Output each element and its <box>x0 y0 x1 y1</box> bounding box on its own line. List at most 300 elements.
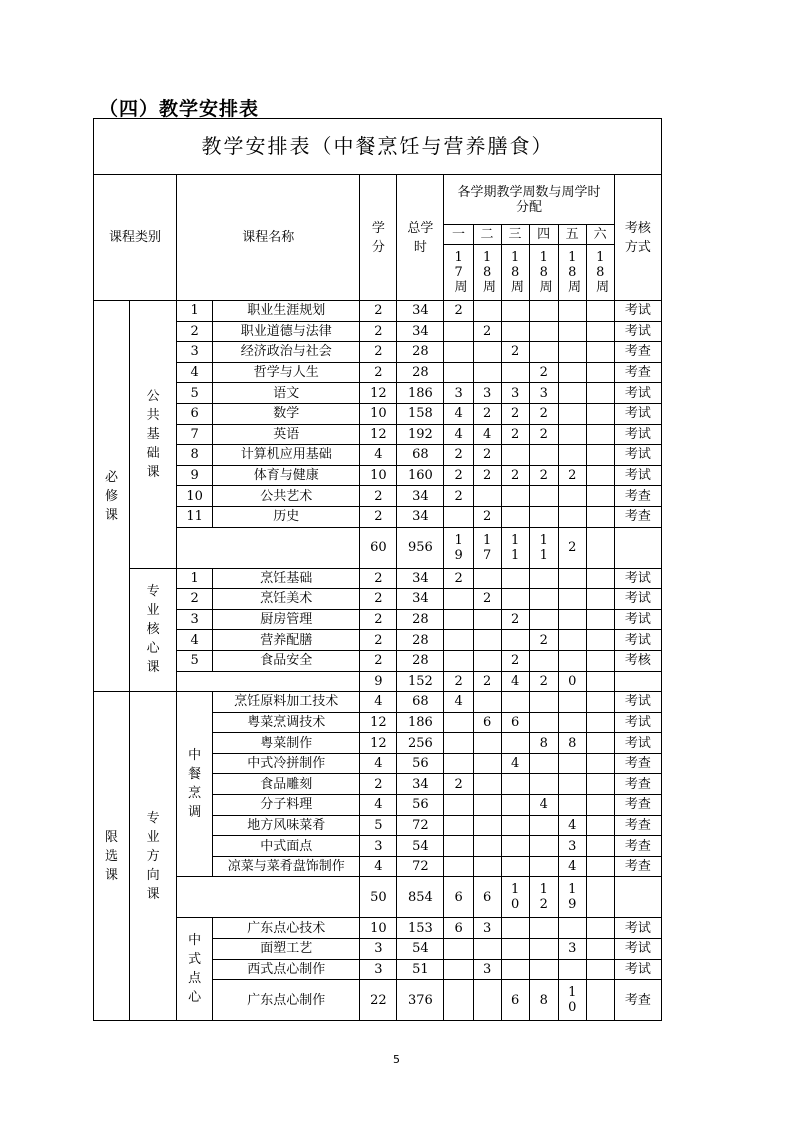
course-credits: 60 <box>360 527 397 568</box>
course-number: 7 <box>177 424 213 445</box>
course-assessment: 考查 <box>614 362 661 383</box>
course-name: 西式点心制作 <box>213 959 360 980</box>
semester-weeks: 18周 <box>529 245 558 301</box>
course-number: 4 <box>177 630 213 651</box>
weekly-hours <box>586 918 614 939</box>
group-elective: 限选课 <box>94 692 130 1021</box>
weekly-hours <box>473 342 501 363</box>
course-credits: 12 <box>360 733 397 754</box>
weekly-hours <box>529 301 558 322</box>
weekly-hours <box>529 321 558 342</box>
weekly-hours <box>473 362 501 383</box>
weekly-hours <box>558 959 586 980</box>
course-assessment: 考试 <box>614 403 661 424</box>
course-credits: 2 <box>360 321 397 342</box>
course-credits: 2 <box>360 568 397 589</box>
weekly-hours <box>586 877 614 918</box>
weekly-hours <box>473 486 501 507</box>
group-core: 专业核心课 <box>130 568 177 692</box>
weekly-hours <box>529 486 558 507</box>
weekly-hours: 2 <box>444 445 473 466</box>
weekly-hours <box>473 753 501 774</box>
weekly-hours <box>558 650 586 671</box>
weekly-hours <box>501 692 529 713</box>
course-credits: 12 <box>360 383 397 404</box>
course-credits: 4 <box>360 856 397 877</box>
weekly-hours: 2 <box>473 506 501 527</box>
weekly-hours: 2 <box>473 445 501 466</box>
course-name: 数学 <box>213 403 360 424</box>
course-number: 10 <box>177 486 213 507</box>
course-name: 地方风味菜肴 <box>213 815 360 836</box>
weekly-hours: 19 <box>558 877 586 918</box>
weekly-hours <box>558 383 586 404</box>
weekly-hours <box>501 362 529 383</box>
semester-header: 四 <box>529 225 558 245</box>
weekly-hours: 4 <box>444 403 473 424</box>
course-name: 历史 <box>213 506 360 527</box>
weekly-hours <box>586 836 614 857</box>
table-row <box>94 877 662 918</box>
course-hours: 152 <box>397 671 444 692</box>
weekly-hours: 3 <box>473 918 501 939</box>
course-credits: 2 <box>360 630 397 651</box>
course-name: 面塑工艺 <box>213 939 360 960</box>
page-number: 5 <box>393 1053 400 1066</box>
course-credits: 3 <box>360 939 397 960</box>
course-number: 1 <box>177 301 213 322</box>
course-assessment: 考查 <box>614 980 661 1021</box>
table-title: 教学安排表（中餐烹饪与营养膳食） <box>94 119 662 175</box>
weekly-hours <box>444 609 473 630</box>
weekly-hours <box>586 733 614 754</box>
weekly-hours <box>473 301 501 322</box>
table-row <box>94 486 662 507</box>
course-hours: 34 <box>397 589 444 610</box>
course-assessment: 考核 <box>614 650 661 671</box>
weekly-hours: 2 <box>501 424 529 445</box>
weekly-hours <box>444 733 473 754</box>
course-name: 经济政治与社会 <box>213 342 360 363</box>
weekly-hours: 2 <box>444 774 473 795</box>
semester-header: 五 <box>558 225 586 245</box>
weekly-hours <box>473 815 501 836</box>
course-hours: 28 <box>397 650 444 671</box>
weekly-hours <box>586 650 614 671</box>
weekly-hours: 6 <box>473 877 501 918</box>
table-row <box>94 424 662 445</box>
course-name: 烹饪美术 <box>213 589 360 610</box>
course-credits: 3 <box>360 959 397 980</box>
course-hours: 28 <box>397 630 444 651</box>
course-assessment: 考试 <box>614 939 661 960</box>
weekly-hours <box>586 321 614 342</box>
weekly-hours <box>586 589 614 610</box>
group-direction: 专业方向课 <box>130 692 177 1021</box>
weekly-hours <box>558 424 586 445</box>
course-assessment: 考查 <box>614 506 661 527</box>
weekly-hours <box>529 836 558 857</box>
weekly-hours <box>529 609 558 630</box>
weekly-hours <box>586 753 614 774</box>
course-credits: 2 <box>360 362 397 383</box>
weekly-hours <box>473 795 501 816</box>
header-total-hours: 总学时 <box>397 175 444 301</box>
header-credits: 学分 <box>360 175 397 301</box>
weekly-hours <box>586 609 614 630</box>
weekly-hours <box>586 795 614 816</box>
weekly-hours <box>501 774 529 795</box>
weekly-hours <box>444 856 473 877</box>
course-hours: 192 <box>397 424 444 445</box>
course-hours: 160 <box>397 465 444 486</box>
weekly-hours <box>586 424 614 445</box>
weekly-hours <box>444 836 473 857</box>
weekly-hours <box>529 568 558 589</box>
weekly-hours <box>501 795 529 816</box>
course-credits: 2 <box>360 342 397 363</box>
semester-weeks: 18周 <box>586 245 614 301</box>
weekly-hours <box>558 795 586 816</box>
weekly-hours <box>529 692 558 713</box>
weekly-hours <box>586 959 614 980</box>
weekly-hours <box>501 506 529 527</box>
weekly-hours <box>501 815 529 836</box>
course-name: 职业道德与法律 <box>213 321 360 342</box>
weekly-hours <box>529 342 558 363</box>
weekly-hours: 11 <box>501 527 529 568</box>
course-assessment: 考试 <box>614 959 661 980</box>
weekly-hours <box>473 609 501 630</box>
weekly-hours <box>529 815 558 836</box>
table-row <box>94 568 662 589</box>
course-assessment: 考查 <box>614 836 661 857</box>
course-hours: 376 <box>397 980 444 1021</box>
course-name: 英语 <box>213 424 360 445</box>
weekly-hours: 0 <box>558 671 586 692</box>
course-hours: 34 <box>397 506 444 527</box>
course-number: 5 <box>177 650 213 671</box>
weekly-hours <box>473 939 501 960</box>
table-row <box>94 403 662 424</box>
weekly-hours: 3 <box>444 383 473 404</box>
weekly-hours <box>558 403 586 424</box>
weekly-hours <box>444 650 473 671</box>
weekly-hours <box>444 795 473 816</box>
course-number: 4 <box>177 362 213 383</box>
course-assessment: 考试 <box>614 383 661 404</box>
course-hours: 54 <box>397 836 444 857</box>
course-assessment: 考试 <box>614 465 661 486</box>
weekly-hours <box>501 959 529 980</box>
course-hours: 34 <box>397 568 444 589</box>
weekly-hours: 2 <box>473 321 501 342</box>
table-row <box>94 918 662 939</box>
semester-weeks: 17周 <box>444 245 473 301</box>
course-credits: 12 <box>360 424 397 445</box>
table-row <box>94 692 662 713</box>
course-credits: 2 <box>360 486 397 507</box>
weekly-hours: 2 <box>444 465 473 486</box>
weekly-hours <box>501 321 529 342</box>
weekly-hours <box>444 342 473 363</box>
weekly-hours: 2 <box>529 671 558 692</box>
weekly-hours: 2 <box>444 486 473 507</box>
weekly-hours <box>586 506 614 527</box>
course-hours: 28 <box>397 342 444 363</box>
weekly-hours: 2 <box>473 465 501 486</box>
weekly-hours: 4 <box>501 753 529 774</box>
course-name: 公共艺术 <box>213 486 360 507</box>
weekly-hours <box>501 733 529 754</box>
weekly-hours <box>586 383 614 404</box>
course-assessment: 考试 <box>614 733 661 754</box>
weekly-hours: 6 <box>501 712 529 733</box>
table-row <box>94 321 662 342</box>
weekly-hours: 8 <box>558 733 586 754</box>
weekly-hours: 2 <box>558 465 586 486</box>
course-credits: 2 <box>360 609 397 630</box>
table-row <box>94 527 662 568</box>
course-credits: 2 <box>360 506 397 527</box>
course-name: 食品雕刻 <box>213 774 360 795</box>
weekly-hours: 2 <box>529 630 558 651</box>
weekly-hours <box>501 856 529 877</box>
course-assessment <box>614 671 661 692</box>
weekly-hours <box>473 980 501 1021</box>
course-assessment: 考试 <box>614 301 661 322</box>
weekly-hours: 2 <box>501 342 529 363</box>
weekly-hours: 2 <box>529 424 558 445</box>
course-credits: 22 <box>360 980 397 1021</box>
weekly-hours <box>558 506 586 527</box>
course-number: 3 <box>177 609 213 630</box>
header-distribution: 各学期教学周数与周学时分配 <box>444 175 614 225</box>
course-hours: 256 <box>397 733 444 754</box>
course-hours: 34 <box>397 486 444 507</box>
weekly-hours <box>529 939 558 960</box>
course-name: 分子料理 <box>213 795 360 816</box>
weekly-hours <box>586 939 614 960</box>
weekly-hours: 2 <box>501 650 529 671</box>
course-assessment: 考试 <box>614 630 661 651</box>
table-row <box>94 650 662 671</box>
course-number: 5 <box>177 383 213 404</box>
group-public-basic: 公共基础课 <box>130 301 177 569</box>
weekly-hours <box>529 959 558 980</box>
weekly-hours <box>558 692 586 713</box>
weekly-hours <box>501 630 529 651</box>
course-name: 粤菜烹调技术 <box>213 712 360 733</box>
weekly-hours: 10 <box>558 980 586 1021</box>
course-hours: 186 <box>397 712 444 733</box>
course-hours: 158 <box>397 403 444 424</box>
weekly-hours <box>529 753 558 774</box>
weekly-hours <box>558 342 586 363</box>
table-row <box>94 362 662 383</box>
course-hours: 34 <box>397 301 444 322</box>
course-hours: 56 <box>397 753 444 774</box>
weekly-hours: 4 <box>529 795 558 816</box>
weekly-hours: 4 <box>558 815 586 836</box>
weekly-hours: 3 <box>473 383 501 404</box>
weekly-hours <box>501 589 529 610</box>
weekly-hours: 17 <box>473 527 501 568</box>
weekly-hours <box>444 959 473 980</box>
course-hours: 54 <box>397 939 444 960</box>
weekly-hours <box>586 465 614 486</box>
weekly-hours: 2 <box>444 301 473 322</box>
weekly-hours: 4 <box>444 692 473 713</box>
weekly-hours <box>473 836 501 857</box>
weekly-hours <box>501 918 529 939</box>
course-credits: 2 <box>360 301 397 322</box>
weekly-hours: 2 <box>501 465 529 486</box>
course-assessment: 考试 <box>614 918 661 939</box>
course-name <box>177 527 360 568</box>
weekly-hours <box>558 609 586 630</box>
weekly-hours: 4 <box>501 671 529 692</box>
weekly-hours: 2 <box>473 671 501 692</box>
weekly-hours <box>586 630 614 651</box>
course-name: 中式冷拼制作 <box>213 753 360 774</box>
weekly-hours <box>586 342 614 363</box>
weekly-hours: 3 <box>558 836 586 857</box>
course-assessment: 考查 <box>614 753 661 774</box>
table-row <box>94 630 662 651</box>
weekly-hours <box>529 650 558 671</box>
course-assessment: 考查 <box>614 856 661 877</box>
weekly-hours <box>501 486 529 507</box>
course-assessment <box>614 877 661 918</box>
course-hours: 72 <box>397 856 444 877</box>
course-name <box>177 671 360 692</box>
course-assessment: 考试 <box>614 568 661 589</box>
course-number: 6 <box>177 403 213 424</box>
course-number: 9 <box>177 465 213 486</box>
course-hours: 34 <box>397 774 444 795</box>
semester-weeks: 18周 <box>558 245 586 301</box>
weekly-hours <box>558 445 586 466</box>
course-number: 2 <box>177 589 213 610</box>
course-assessment <box>614 527 661 568</box>
weekly-hours <box>558 568 586 589</box>
course-name: 中式面点 <box>213 836 360 857</box>
weekly-hours: 6 <box>473 712 501 733</box>
weekly-hours: 6 <box>444 877 473 918</box>
weekly-hours: 2 <box>473 403 501 424</box>
table-row <box>94 589 662 610</box>
weekly-hours <box>444 980 473 1021</box>
weekly-hours <box>529 856 558 877</box>
weekly-hours <box>473 630 501 651</box>
weekly-hours <box>586 362 614 383</box>
course-hours: 854 <box>397 877 444 918</box>
weekly-hours: 10 <box>501 877 529 918</box>
course-assessment: 考试 <box>614 321 661 342</box>
course-number: 8 <box>177 445 213 466</box>
course-name: 职业生涯规划 <box>213 301 360 322</box>
course-assessment: 考试 <box>614 589 661 610</box>
weekly-hours <box>444 589 473 610</box>
course-credits: 2 <box>360 589 397 610</box>
course-assessment: 考试 <box>614 712 661 733</box>
semester-weeks: 18周 <box>473 245 501 301</box>
weekly-hours <box>444 362 473 383</box>
course-hours: 51 <box>397 959 444 980</box>
course-hours: 68 <box>397 445 444 466</box>
weekly-hours <box>444 939 473 960</box>
course-number: 1 <box>177 568 213 589</box>
weekly-hours <box>444 753 473 774</box>
course-credits: 10 <box>360 403 397 424</box>
weekly-hours <box>586 671 614 692</box>
weekly-hours <box>473 568 501 589</box>
course-assessment: 考试 <box>614 445 661 466</box>
weekly-hours: 2 <box>501 403 529 424</box>
table-row <box>94 465 662 486</box>
course-credits: 4 <box>360 692 397 713</box>
course-name: 体育与健康 <box>213 465 360 486</box>
weekly-hours <box>444 815 473 836</box>
weekly-hours: 2 <box>529 403 558 424</box>
weekly-hours <box>558 918 586 939</box>
semester-header: 一 <box>444 225 473 245</box>
weekly-hours <box>501 445 529 466</box>
course-credits: 4 <box>360 753 397 774</box>
course-name: 哲学与人生 <box>213 362 360 383</box>
course-hours: 56 <box>397 795 444 816</box>
course-credits: 4 <box>360 795 397 816</box>
course-hours: 186 <box>397 383 444 404</box>
weekly-hours <box>501 836 529 857</box>
weekly-hours <box>558 753 586 774</box>
table-row <box>94 342 662 363</box>
course-name: 烹饪基础 <box>213 568 360 589</box>
weekly-hours <box>558 321 586 342</box>
course-number: 3 <box>177 342 213 363</box>
header-course-name: 课程名称 <box>177 175 360 301</box>
weekly-hours <box>586 568 614 589</box>
course-assessment: 考查 <box>614 815 661 836</box>
semester-header: 六 <box>586 225 614 245</box>
weekly-hours <box>586 774 614 795</box>
course-hours: 956 <box>397 527 444 568</box>
section-heading: （四）教学安排表 <box>99 98 260 120</box>
weekly-hours <box>473 856 501 877</box>
weekly-hours: 3 <box>558 939 586 960</box>
course-name: 食品安全 <box>213 650 360 671</box>
course-assessment: 考试 <box>614 424 661 445</box>
weekly-hours <box>558 589 586 610</box>
course-hours: 72 <box>397 815 444 836</box>
weekly-hours: 2 <box>473 589 501 610</box>
weekly-hours: 2 <box>501 609 529 630</box>
course-credits: 2 <box>360 650 397 671</box>
weekly-hours <box>586 692 614 713</box>
weekly-hours: 4 <box>558 856 586 877</box>
course-credits: 50 <box>360 877 397 918</box>
weekly-hours <box>558 362 586 383</box>
weekly-hours <box>444 630 473 651</box>
weekly-hours <box>501 301 529 322</box>
weekly-hours <box>444 506 473 527</box>
course-credits: 10 <box>360 465 397 486</box>
course-credits: 3 <box>360 836 397 857</box>
weekly-hours <box>444 321 473 342</box>
group-chinese-pastry: 中式点心 <box>177 918 213 1021</box>
course-number: 11 <box>177 506 213 527</box>
